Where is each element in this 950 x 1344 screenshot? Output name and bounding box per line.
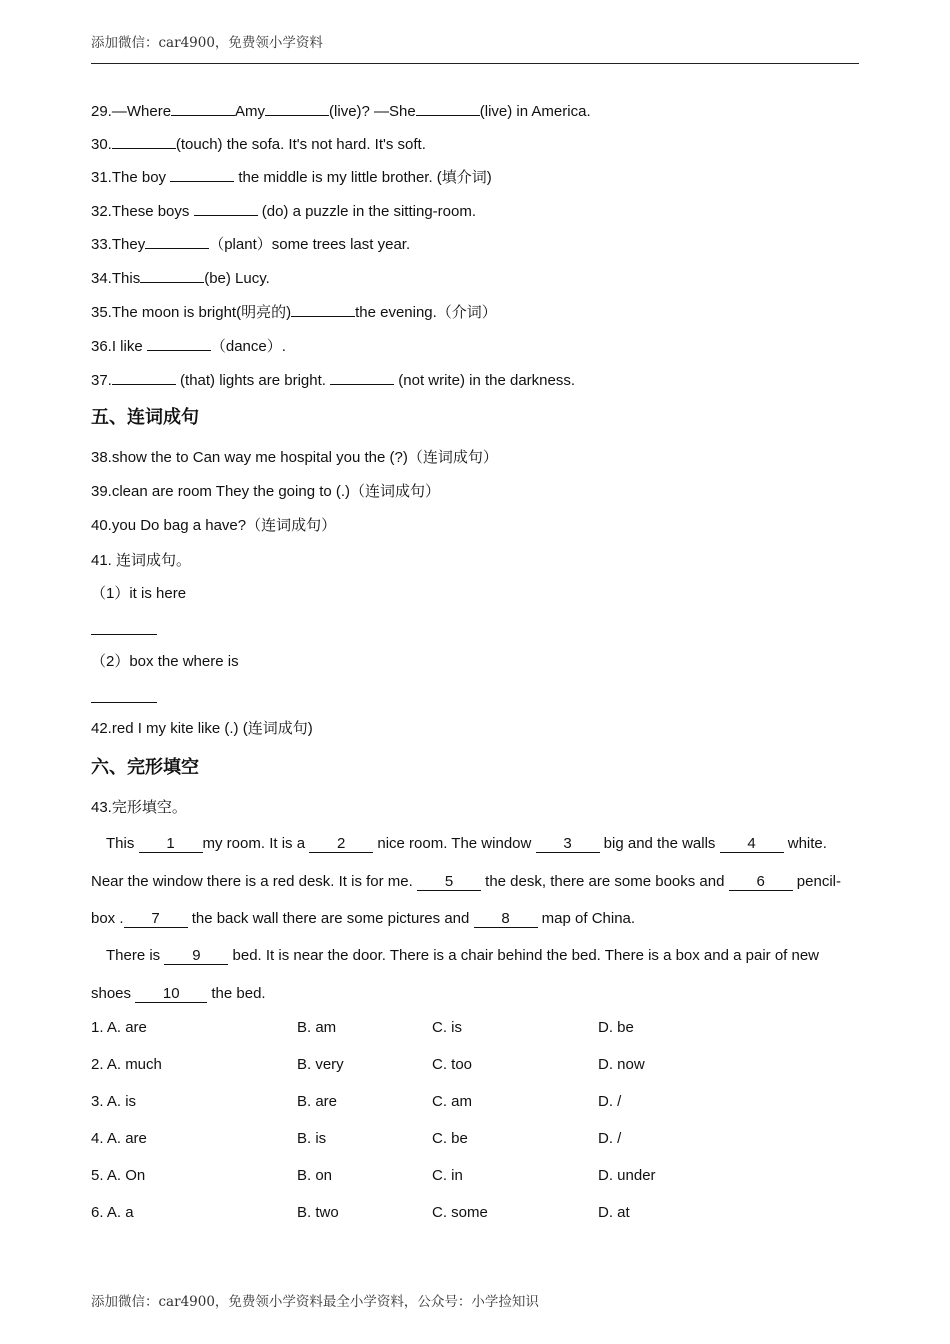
q37-text-c: (not write) in the darkness. xyxy=(394,372,576,389)
passage-text: big and the walls xyxy=(599,835,720,852)
cloze-blank-6[interactable]: 6 xyxy=(729,873,793,891)
q37-text-a: 37. xyxy=(91,372,112,389)
option-2B[interactable]: B. very xyxy=(297,1056,344,1073)
question-42: 42.red I my kite like (.) (连词成句) xyxy=(91,720,313,737)
q29-text-a: 29.—Where xyxy=(91,103,172,120)
question-38: 38.show the to Can way me hospital you the (?)（连词成句） xyxy=(91,449,498,466)
option-4C[interactable]: C. be xyxy=(432,1130,468,1147)
option-1B[interactable]: B. am xyxy=(297,1019,337,1036)
passage-text: There is xyxy=(106,947,165,964)
question-41: 41. 连词成句。 xyxy=(91,552,192,569)
cloze-blank-4[interactable]: 4 xyxy=(720,835,784,853)
q31-text-b: the middle is my little brother. (填介词) xyxy=(234,169,492,186)
option-4D[interactable]: D. / xyxy=(598,1130,622,1147)
q30-text-b: (touch) the sofa. It's not hard. It's soft. xyxy=(175,136,426,153)
question-40: 40.you Do bag a have?（连词成句） xyxy=(91,517,337,534)
q37-blank-2[interactable] xyxy=(330,370,394,385)
question-34 xyxy=(91,268,270,289)
q34-text-b: (be) Lucy. xyxy=(204,270,270,287)
option-6C[interactable]: C. some xyxy=(432,1204,488,1221)
passage-text: the bed. xyxy=(207,985,266,1002)
question-33 xyxy=(91,234,410,255)
option-5C[interactable]: C. in xyxy=(432,1167,463,1184)
cloze-blank-10[interactable]: 10 xyxy=(135,985,207,1003)
option-1D[interactable]: D. be xyxy=(598,1019,634,1036)
passage-text: map of China. xyxy=(537,910,636,927)
cloze-blank-1[interactable]: 1 xyxy=(139,835,203,853)
passage-line-5 xyxy=(91,984,266,1004)
passage-text: the desk, there are some books and xyxy=(480,873,729,890)
option-3D[interactable]: D. / xyxy=(598,1093,622,1110)
header-watermark: 添加微信：car4900，免费领小学资料 xyxy=(91,35,323,51)
header-divider xyxy=(91,63,859,64)
passage-text: This xyxy=(106,835,139,852)
cloze-blank-2[interactable]: 2 xyxy=(309,835,373,853)
q29-blank-2[interactable] xyxy=(265,101,329,116)
question-31 xyxy=(91,167,492,188)
question-36 xyxy=(91,336,286,357)
option-4A[interactable]: 4. A. are xyxy=(91,1130,147,1147)
q36-text-a: 36.I like xyxy=(91,338,147,355)
question-30 xyxy=(91,134,426,155)
option-5D[interactable]: D. under xyxy=(598,1167,656,1184)
q32-text-b: (do) a puzzle in the sitting-room. xyxy=(257,203,476,220)
q33-text-b: （plant）some trees last year. xyxy=(209,236,411,253)
q31-text-a: 31.The boy xyxy=(91,169,171,186)
q29-text-b: Amy xyxy=(235,103,266,120)
option-3C[interactable]: C. am xyxy=(432,1093,473,1110)
q41-1-answer-blank[interactable] xyxy=(91,634,157,635)
option-3B[interactable]: B. are xyxy=(297,1093,338,1110)
q32-blank[interactable] xyxy=(194,201,258,216)
q35-blank[interactable] xyxy=(291,302,355,317)
question-32 xyxy=(91,201,476,222)
option-4B[interactable]: B. is xyxy=(297,1130,327,1147)
passage-text: the back wall there are some pictures and xyxy=(187,910,474,927)
q30-blank[interactable] xyxy=(112,134,176,149)
option-3A[interactable]: 3. A. is xyxy=(91,1093,137,1110)
option-6A[interactable]: 6. A. a xyxy=(91,1204,134,1221)
q31-blank[interactable] xyxy=(170,167,234,182)
q29-text-d: (live) in America. xyxy=(479,103,591,120)
cloze-blank-9[interactable]: 9 xyxy=(164,947,228,965)
q34-text-a: 34.This xyxy=(91,270,141,287)
passage-text: box . xyxy=(91,910,124,927)
q34-blank[interactable] xyxy=(140,268,204,283)
q33-blank[interactable] xyxy=(145,234,209,249)
option-2D[interactable]: D. now xyxy=(598,1056,645,1073)
q35-text-b: the evening.（介词） xyxy=(355,304,497,321)
option-1C[interactable]: C. is xyxy=(432,1019,462,1036)
option-6B[interactable]: B. two xyxy=(297,1204,339,1221)
passage-line-2 xyxy=(91,872,841,892)
q29-text-c: (live)? —She xyxy=(329,103,416,120)
option-5A[interactable]: 5. A. On xyxy=(91,1167,146,1184)
passage-line-3 xyxy=(91,909,635,929)
q29-blank-1[interactable] xyxy=(171,101,235,116)
option-6D[interactable]: D. at xyxy=(598,1204,630,1221)
passage-text: nice room. The window xyxy=(373,835,536,852)
passage-text: pencil- xyxy=(792,873,841,890)
q37-blank-1[interactable] xyxy=(112,370,176,385)
passage-line-1 xyxy=(106,834,827,854)
q41-2-answer-blank[interactable] xyxy=(91,702,157,703)
q33-text-a: 33.They xyxy=(91,236,146,253)
q29-blank-3[interactable] xyxy=(416,101,480,116)
section-6-heading: 六、完形填空 xyxy=(91,757,199,778)
passage-text: my room. It is a xyxy=(202,835,310,852)
q30-text-a: 30. xyxy=(91,136,112,153)
cloze-blank-8[interactable]: 8 xyxy=(474,910,538,928)
option-1A[interactable]: 1. A. are xyxy=(91,1019,147,1036)
question-29 xyxy=(91,101,591,122)
passage-text: bed. It is near the door. There is a chair behind the bed. There is a box and a pair of new xyxy=(228,947,820,964)
passage-text: white. xyxy=(783,835,827,852)
question-39: 39.clean are room They the going to (.)（连词成句） xyxy=(91,483,441,500)
question-41-part-2: （2）box the where is xyxy=(91,653,239,670)
passage-text: shoes xyxy=(91,985,136,1002)
option-5B[interactable]: B. on xyxy=(297,1167,333,1184)
q35-text-a: 35.The moon is bright(明亮的) xyxy=(91,304,292,321)
cloze-blank-7[interactable]: 7 xyxy=(124,910,188,928)
question-37 xyxy=(91,370,575,391)
question-43: 43.完形填空。 xyxy=(91,799,187,816)
cloze-blank-3[interactable]: 3 xyxy=(536,835,600,853)
cloze-blank-5[interactable]: 5 xyxy=(417,873,481,891)
q37-text-b: (that) lights are bright. xyxy=(175,372,331,389)
q36-text-b: （dance）. xyxy=(210,338,286,355)
passage-line-4 xyxy=(106,946,819,966)
question-41-part-1: （1）it is here xyxy=(91,585,187,602)
passage-text: Near the window there is a red desk. It is for me. xyxy=(91,873,417,890)
option-2C[interactable]: C. too xyxy=(432,1056,473,1073)
q32-text-a: 32.These boys xyxy=(91,203,194,220)
question-35 xyxy=(91,302,497,323)
footer-watermark: 添加微信：car4900，免费领小学资料最全小学资料，公众号：小学捡知识 xyxy=(91,1294,539,1310)
q36-blank[interactable] xyxy=(147,336,211,351)
section-5-heading: 五、连词成句 xyxy=(91,407,199,428)
option-2A[interactable]: 2. A. much xyxy=(91,1056,162,1073)
